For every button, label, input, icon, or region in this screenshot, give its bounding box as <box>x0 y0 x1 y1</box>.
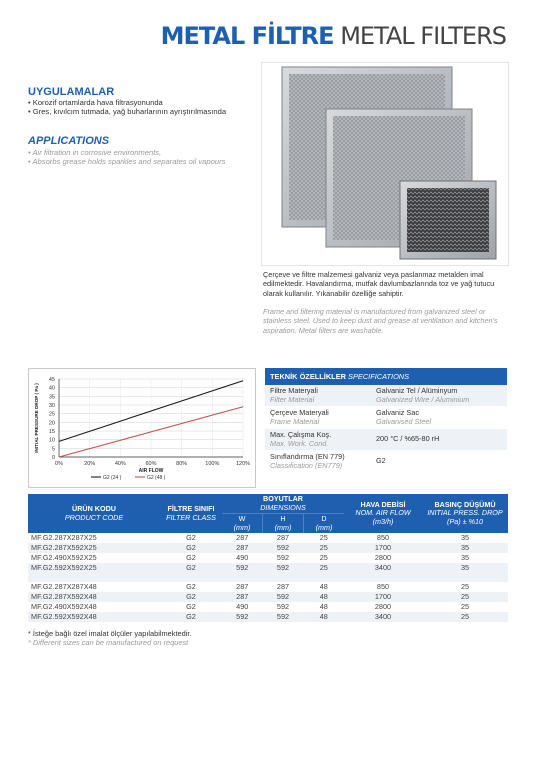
header-unit: (mm) <box>315 522 333 532</box>
legend-entry: G2 (24 ) <box>103 475 122 481</box>
table-row <box>28 612 508 622</box>
col-h <box>263 514 304 534</box>
spec-value: G2 <box>376 456 386 466</box>
header-unit: (Pa) ± %10 <box>447 516 483 526</box>
x-tick-label: 120% <box>235 461 251 467</box>
table-cell: 35 <box>460 533 470 543</box>
spec-key-en: Classification (EN779) <box>270 460 343 470</box>
spec-key: Filtre Materyali <box>270 386 318 395</box>
table-cell: MF.G2.287X287X48 <box>31 582 97 592</box>
table-cell: MF.G2.287X287X25 <box>31 533 97 543</box>
header-label: ÜRÜN KODU <box>72 504 116 514</box>
y-tick-label: 40 <box>48 385 55 392</box>
list-item: • Gres, kıvılcım tutmada, yağ buharlarının ayrıştırılmasında <box>28 107 227 117</box>
spec-key-en: Max. Work. Cond. <box>270 438 329 448</box>
table-row <box>265 407 507 429</box>
y-tick-label: 25 <box>48 411 55 418</box>
applications-list-en <box>28 148 238 167</box>
table-cell: G2 <box>160 592 222 602</box>
header-label-en: INITIAL PRESS. DROP <box>427 508 503 518</box>
spec-key: Sınıflandırma (EN 779) <box>270 452 345 461</box>
table-cell: 25 <box>422 612 508 622</box>
col-air-flow <box>344 494 422 533</box>
table-cell: G2 <box>160 612 222 622</box>
applications-list-tr <box>28 98 238 117</box>
x-tick-label: 0% <box>55 461 63 467</box>
y-axis-label: INITIAL PRESSURE DROP ( Pa ) <box>34 383 39 453</box>
table-cell: 287 <box>276 533 290 543</box>
pressure-drop-chart <box>28 368 256 488</box>
list-item: • Air filtration in corrosive environments, <box>28 148 162 157</box>
legend-entry: G2 (48 ) <box>147 475 166 481</box>
table-cell: 35 <box>460 553 470 563</box>
y-tick-label: 0 <box>51 455 55 461</box>
table-cell: 287 <box>222 543 263 553</box>
table-row <box>265 429 507 451</box>
chart-svg <box>29 369 255 487</box>
table-cell: 35 <box>422 563 508 573</box>
spec-heading <box>265 368 507 385</box>
table-cell: 48 <box>319 582 328 592</box>
table-cell: 592 <box>276 553 290 563</box>
col-d <box>304 514 345 534</box>
table-cell: 1700 <box>344 592 422 602</box>
table-cell: 48 <box>319 602 328 612</box>
note-en: * Different sizes can be manufactured on request <box>28 638 189 647</box>
table-cell: 287 <box>236 533 249 543</box>
spec-value: Galvaniz Sac <box>376 408 419 417</box>
table-cell: 592 <box>222 563 263 573</box>
col-pressure-drop <box>422 494 508 533</box>
table-cell: G2 <box>160 563 222 573</box>
note-tr: * İsteğe bağlı özel imalat ölçüler yapılabilmektedir. <box>28 629 192 638</box>
table-row <box>28 582 508 592</box>
table-cell: 592 <box>263 563 304 573</box>
y-tick-label: 15 <box>48 429 55 435</box>
spec-heading-en: SPECIFICATIONS <box>348 372 410 381</box>
table-cell: 2800 <box>374 553 392 563</box>
table-cell: 25 <box>422 592 508 602</box>
x-tick-label: 100% <box>205 461 220 467</box>
header-label-en: PRODUCT CODE <box>64 512 124 522</box>
table-cell: G2 <box>186 553 196 563</box>
col-product-code <box>28 494 160 533</box>
applications-heading-tr: UYGULAMALAR <box>28 86 115 98</box>
header-label: W <box>238 514 246 524</box>
description-tr: Çerçeve ve filtre malzemesi galvaniz veya paslanmaz metalden imal edilmektedir. Havalandırma, mutfak davlumbazlarında toz ve yağ tutucu olarak kullanılır. Yıkanabilir özelliğe sahiptir. <box>263 270 495 298</box>
y-tick-label: 20 <box>48 420 55 427</box>
header-label: BOYUTLAR <box>263 494 303 503</box>
list-item: • Korozif ortamlarda hava filtrasyonunda <box>28 98 163 107</box>
table-row <box>28 602 508 612</box>
description-en: Frame and filtering material is manufactured from galvanized steel or stainless steel. Used to keep dust and grease at ventilation and kitchen's aspiration. Metal filters are washable. <box>263 307 498 335</box>
table-cell: 592 <box>222 612 263 622</box>
table-cell: MF.G2.287X592X48 <box>28 592 160 602</box>
table-cell: MF.G2.490X592X48 <box>31 602 97 612</box>
header-label: BASINÇ DÜŞÜMÜ <box>434 499 496 509</box>
table-cell: 287 <box>222 592 263 602</box>
x-tick-label: 60% <box>145 461 157 467</box>
table-cell: 287 <box>276 582 290 592</box>
table-cell: G2 <box>186 602 196 612</box>
table-cell: 850 <box>376 533 390 543</box>
header-unit: (m3/h) <box>372 516 394 526</box>
table-cell: 3400 <box>344 563 422 573</box>
table-cell: 1700 <box>344 543 422 553</box>
table-cell: 2800 <box>374 602 392 612</box>
header-unit: (mm) <box>233 522 251 532</box>
table-cell: 490 <box>236 602 249 612</box>
x-tick-label: 40% <box>114 461 126 467</box>
page-title <box>161 20 506 51</box>
y-tick-label: 45 <box>48 377 55 383</box>
table-row <box>28 553 508 563</box>
table-cell: 592 <box>263 543 304 553</box>
table-cell: 592 <box>263 612 304 622</box>
table-cell: 25 <box>319 533 328 543</box>
x-tick-label: 20% <box>84 461 96 467</box>
table-cell: MF.G2.592X592X48 <box>28 612 160 622</box>
header-label: HAVA DEBİSİ <box>360 499 406 509</box>
header-label: FİLTRE SINIFI <box>167 504 215 514</box>
title-turkish: METAL FİLTRE <box>160 22 334 50</box>
table-cell: G2 <box>186 533 196 543</box>
table-row <box>28 543 508 553</box>
table-cell: 850 <box>376 582 390 592</box>
table-cell: 48 <box>304 612 345 622</box>
table-cell: 25 <box>304 543 345 553</box>
table-cell: 3400 <box>344 612 422 622</box>
header-label-en: FILTER CLASS <box>166 512 216 522</box>
spec-key: Max. Çalışma Koş. <box>270 430 332 439</box>
product-photo <box>261 62 509 266</box>
list-item: • Absorbs grease holds sparkles and separates oil vapours <box>28 157 226 167</box>
table-cell: 287 <box>236 582 249 592</box>
header-label-en: NOM. AIR FLOW <box>355 508 411 518</box>
header-label-en: DIMENSIONS <box>260 502 306 512</box>
x-tick-label: 80% <box>176 461 188 467</box>
table-cell: G2 <box>186 582 196 592</box>
group-separator <box>28 573 508 582</box>
spec-value-en: Galvanised Steel <box>376 416 432 426</box>
spec-value: 200 °C / %65-80 rH <box>376 434 440 444</box>
table-cell: 35 <box>422 543 508 553</box>
col-dimensions <box>222 494 344 514</box>
table-cell: 592 <box>263 592 304 602</box>
table-cell: 490 <box>236 553 249 563</box>
table-cell: 592 <box>276 602 290 612</box>
y-tick-label: 30 <box>48 403 55 409</box>
metal-filters-illustration <box>262 63 508 265</box>
title-english: METAL FILTERS <box>340 22 506 50</box>
product-table <box>28 494 508 622</box>
specifications-table <box>265 368 507 473</box>
header-label: D <box>321 514 327 524</box>
header-unit: (mm) <box>274 522 292 532</box>
table-row <box>28 533 508 543</box>
table-cell: MF.G2.287X592X25 <box>28 543 160 553</box>
table-cell: 25 <box>460 602 470 612</box>
table-cell: 48 <box>304 592 345 602</box>
y-tick-label: 5 <box>51 446 55 453</box>
y-tick-label: 35 <box>48 394 55 401</box>
col-filter-class <box>160 494 222 533</box>
table-row <box>28 563 508 573</box>
table-row <box>265 451 507 473</box>
table-row <box>265 385 507 407</box>
table-cell: G2 <box>160 543 222 553</box>
spec-value: Galvaniz Tel / Alüminyum <box>376 386 458 395</box>
spec-key-en: Filter Material <box>270 394 315 404</box>
table-cell: 25 <box>460 582 470 592</box>
table-cell: MF.G2.592X592X25 <box>28 563 160 573</box>
header-label: H <box>280 514 286 524</box>
spec-key-en: Frame Material <box>270 416 320 426</box>
spec-value-en: Galvanized Wire / Aluminium <box>376 394 470 404</box>
y-tick-label: 10 <box>48 437 55 444</box>
spec-key: Çerçeve Materyali <box>270 408 329 417</box>
table-row <box>28 592 508 602</box>
x-axis-label: AIR FLOW <box>138 468 164 474</box>
applications-heading-en: APPLICATIONS <box>28 135 110 147</box>
table-cell: MF.G2.490X592X25 <box>31 553 97 563</box>
spec-heading-tr: TEKNİK ÖZELLİKLER <box>270 372 346 381</box>
col-w <box>222 514 263 534</box>
table-cell: 25 <box>304 563 345 573</box>
table-cell: 25 <box>319 553 328 563</box>
